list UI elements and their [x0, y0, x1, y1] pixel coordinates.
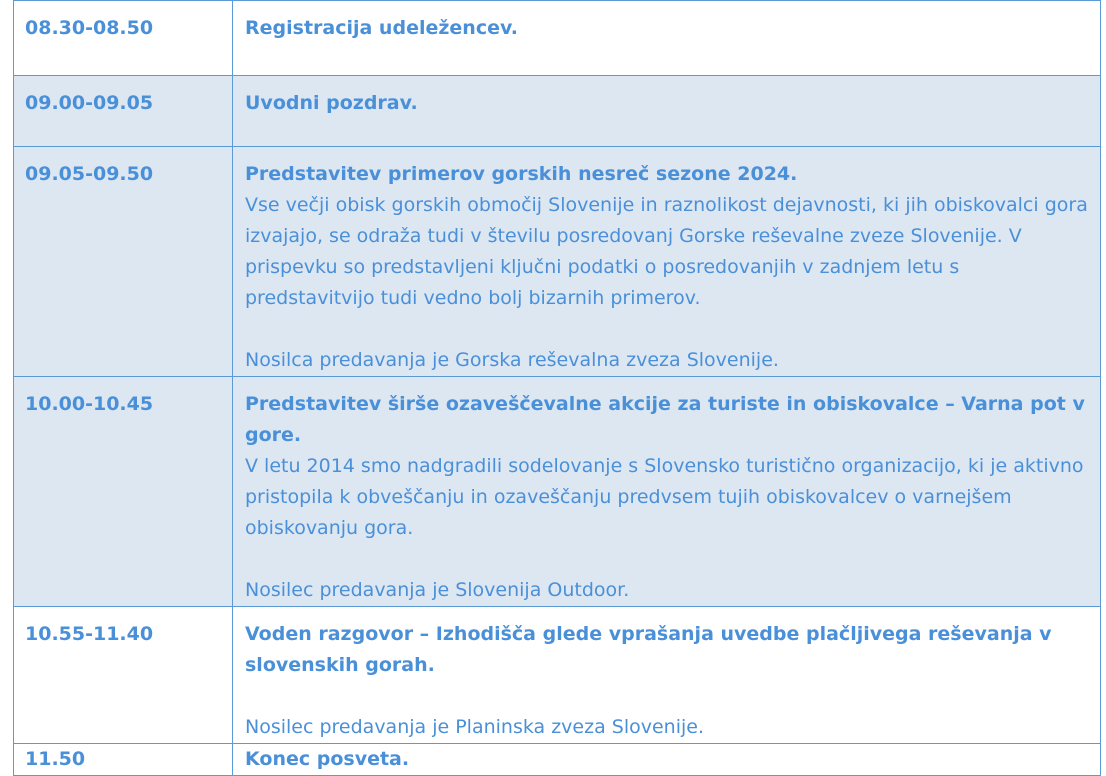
agenda-row: [14, 1, 1101, 76]
agenda-row: [14, 744, 1101, 776]
time-cell: 10.00-10.45: [14, 377, 233, 607]
session-speaker: Nosilec predavanja je Slovenija Outdoor.: [245, 579, 630, 601]
session-speaker: Nosilca predavanja je Gorska reševalna zveza Slovenije.: [245, 349, 779, 371]
content-cell: [233, 1, 1101, 76]
session-title: Voden razgovor – Izhodišča glede vprašanja uvedbe plačljivega reševanja v slovenskih gorah.: [245, 623, 1052, 676]
agenda-row: [14, 147, 1101, 377]
content-cell: [233, 377, 1101, 607]
agenda-row: [14, 607, 1101, 744]
time-cell: 11.50: [14, 744, 233, 776]
session-title: Predstavitev širše ozaveščevalne akcije za turiste in obiskovalce – Varna pot v gore.: [245, 393, 1085, 446]
session-description: Vse večji obisk gorskih območij Slovenije in raznolikost dejavnosti, ki jih obiskovalci gora izvajajo, se odraža tudi v številu posredovanj Gorske reševalne zveze Slovenije. V prispevku so predstavljeni ključni podatki o posredovanjih v zadnjem letu s predstavitvijo tudi vedno bolj bizarnih primerov.: [245, 194, 1088, 309]
session-description: V letu 2014 smo nadgradili sodelovanje s Slovensko turistično organizacijo, ki je aktivno pristopila k obveščanju in ozaveščanju predvsem tujih obiskovalcev o varnejšem obiskovanju gora.: [245, 455, 1084, 539]
session-title: Registracija udeležencev.: [245, 17, 519, 39]
time-cell: 09.05-09.50: [14, 147, 233, 377]
content-cell: [233, 744, 1101, 776]
agenda-row: [14, 76, 1101, 147]
content-cell: [233, 147, 1101, 377]
session-speaker: Nosilec predavanja je Planinska zveza Slovenije.: [245, 716, 704, 738]
time-cell: 08.30-08.50: [14, 1, 233, 76]
session-title: Uvodni pozdrav.: [245, 92, 418, 114]
time-cell: 10.55-11.40: [14, 607, 233, 744]
agenda-row: [14, 377, 1101, 607]
session-title: Predstavitev primerov gorskih nesreč sezone 2024.: [245, 163, 798, 185]
time-cell: 09.00-09.05: [14, 76, 233, 147]
agenda-table: [13, 0, 1101, 776]
content-cell: [233, 607, 1101, 744]
session-title: Konec posveta.: [245, 748, 410, 770]
content-cell: [233, 76, 1101, 147]
